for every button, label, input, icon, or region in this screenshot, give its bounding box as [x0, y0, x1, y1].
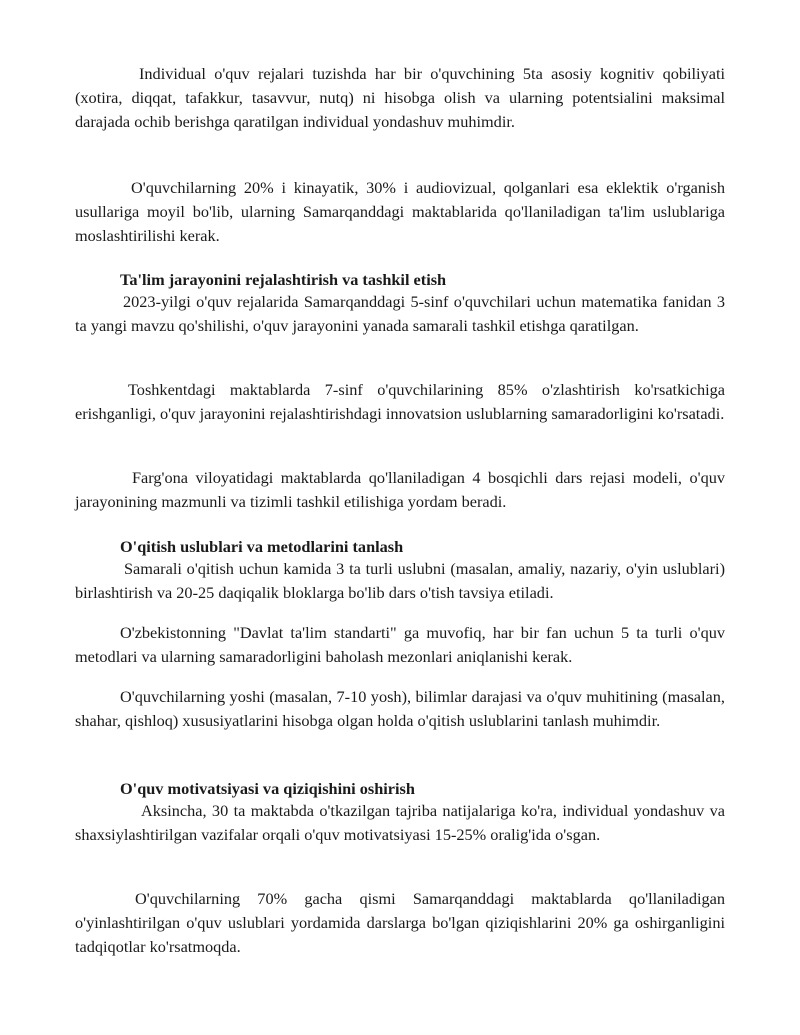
paragraph-fergana-model: Farg'ona viloyatidagi maktablarda qo'llaniladigan 4 bosqichli dars rejasi modeli, o'quv jarayonining mazmunli va tizimli tashkil etilishiga yordam beradi. [75, 468, 725, 512]
paragraph-student-age: O'quvchilarning yoshi (masalan, 7-10 yosh), bilimlar darajasi va o'quv muhitining (masalan, shahar, qishloq) xususiyatlarini hisobga olgan holda o'qitish uslublarini tanlash muhimdir. [75, 687, 725, 731]
section-heading-methods: O'qitish uslublari va metodlarini tanlash [120, 537, 404, 556]
paragraph-experiment-results: Aksincha, 30 ta maktabda o'tkazilgan tajriba natijalariga ko'ra, individual yondashuv va shaxsiylashtirilgan vazifalar orqali o'quv motivatsiyasi 15-25% oralig'ida o'sgan. [75, 801, 725, 845]
paragraph-cognitive-abilities: Individual o'quv rejalari tuzishda har bir o'quvchining 5ta asosiy kognitiv qobiliyati (xotira, diqqat, tafakkur, tasavvur, nutq) ni hisobga olish va ularning potentsialini maksimal darajada ochib berishga qaratilgan individual yondashuv muhimdir. [75, 64, 725, 132]
section-heading-motivation: O'quv motivatsiyasi va qiziqishini oshirish [120, 779, 415, 798]
paragraph-math-curriculum: 2023-yilgi o'quv rejalarida Samarqanddagi 5-sinf o'quvchilari uchun matematika fanidan 3 ta yangi mavzu qo'shilishi, o'quv jarayonini yanada samarali tashkil etishga qaratilgan. [75, 292, 725, 336]
paragraph-state-standard: O'zbekistonning "Davlat ta'lim standarti" ga muvofiq, har bir fan uchun 5 ta turli o'quv metodlari va ularning samaradorligini baholash mezonlari aniqlanishi kerak. [75, 623, 725, 667]
paragraph-gamified-learning: O'quvchilarning 70% gacha qismi Samarqanddagi maktablarda qo'llaniladigan o'yinlashtirilgan o'quv uslublari yordamida darslarga bo'lgan qiziqishlarini 20% ga oshirganligini tadqiqotlar ko'rsatmoqda. [75, 889, 725, 957]
paragraph-learning-styles: O'quvchilarning 20% i kinayatik, 30% i audiovizual, qolganlari esa eklektik o'rganish usullariga moyil bo'lib, ularning Samarqanddagi maktablarida qo'llaniladigan ta'lim uslublariga moslashtirilishi kerak. [75, 178, 725, 246]
section-heading-planning: Ta'lim jarayonini rejalashtirish va tashkil etish [120, 270, 447, 289]
paragraph-teaching-styles: Samarali o'qitish uchun kamida 3 ta turli uslubni (masalan, amaliy, nazariy, o'yin uslublari) birlashtirish va 20-25 daqiqalik bloklarga bo'lib dars o'tish tavsiya etiladi. [75, 559, 725, 603]
paragraph-tashkent-schools: Toshkentdagi maktablarda 7-sinf o'quvchilarining 85% o'zlashtirish ko'rsatkichiga erishganligi, o'quv jarayonini rejalashtirishdagi innovatsion uslublarning samaradorligini ko'rsatadi. [75, 380, 725, 424]
